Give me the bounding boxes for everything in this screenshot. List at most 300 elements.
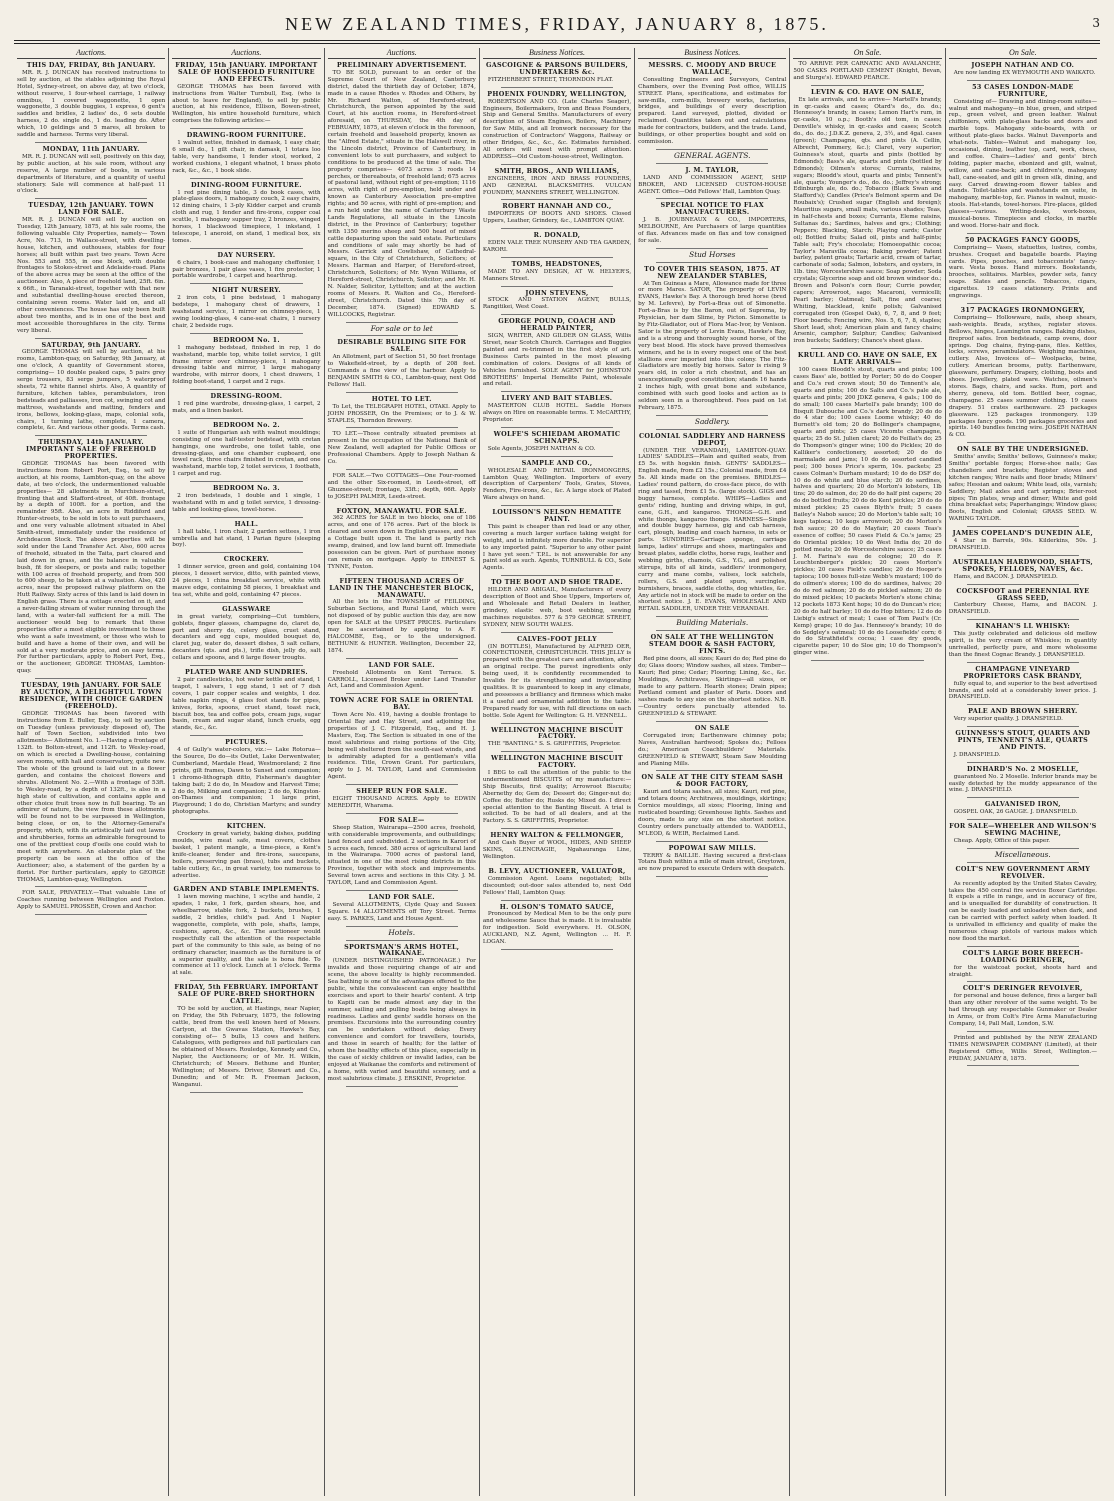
ad-divider xyxy=(190,735,302,736)
column-4 xyxy=(479,48,634,1496)
ad-heading: PLATED WARE AND SUNDRIES. xyxy=(184,668,308,677)
advertisement xyxy=(328,431,476,466)
column-heading: Business Notices. xyxy=(638,48,786,59)
masthead-title: NEW ZEALAND TIMES, FRIDAY, JANUARY 8, 1875. xyxy=(285,14,829,34)
ad-divider xyxy=(967,762,1079,763)
ad-body: To Let, the TELEGRAPH HOTEL, OTAKI. Apply to JOHN PROSSER, On the Premises; or to J. & W. STAPLES, Thorndon Brewery. xyxy=(327,403,476,424)
advertisement xyxy=(328,697,476,781)
ad-divider xyxy=(190,882,302,883)
ad-heading: 317 PACKAGES IRONMONGERY, xyxy=(960,306,1086,314)
ad-divider xyxy=(967,555,1079,556)
ad-heading: 50 PACKAGES FANCY GOODS, xyxy=(964,235,1081,244)
ad-divider xyxy=(656,770,768,771)
ad-heading: GLASSWARE xyxy=(222,604,271,613)
ad-heading: COLT'S LARGE BORE BREECH-LOADING DERINGER, xyxy=(962,948,1084,964)
ad-divider xyxy=(967,862,1079,863)
ad-body: GEORGE THOMAS has been favored with instructions from Walter Turnbull, Esq. (who is about to leave for England), to sell by public auction, at his residence, Ellison, Bowen-street, Wellington, his entire household furniture, which comprises the following articles:— xyxy=(172,83,321,125)
ad-divider xyxy=(967,662,1079,663)
ad-body: Hams, and BACON. J. DRANSFIELD. xyxy=(953,573,1058,580)
ad-body: Crockery in great variety, baking dishes, pudding moulds, wire meat safe, meat covers, clothes basket, 1 patent mangle, a time-piece, a Kent's knife-cleaner, fender and fire-irons, saucepans, boilers, preserving pan (brass), tubs and buckets, table cutlery, &c., in great variety, too numerous to advertise. xyxy=(172,831,321,879)
advertisement xyxy=(949,307,1097,439)
ad-divider xyxy=(501,391,613,392)
ad-body: EIGHT THOUSAND ACRES. Apply to EDWIN MEREDITH, Wharama. xyxy=(327,796,476,809)
ad-body: 4 Star in Barrels, 90s. Kilderkins, 50s. J. DRANSFIELD. xyxy=(948,538,1097,551)
advertisement xyxy=(638,266,786,412)
advertisement xyxy=(172,287,320,329)
ad-divider xyxy=(190,128,302,129)
advertisement xyxy=(949,559,1097,581)
advertisement xyxy=(949,530,1097,552)
ad-body: FOR SALE, PRIVATELY.—That valuable Line of Coaches running between Wellington and Foxton. Apply to SAMUEL PROSSER, Crown and Anchor. xyxy=(17,890,166,911)
ad-body: This paint is cheaper than red lead or any other, covering a much larger surface taking weight for weight, and is infinitely more durable. For superior to any imported paint. "Superior to any other paint I have yet seen." T.P.L. is not answerable for any paint sold as such. Agents, TURNBULL & CO., Sole Agents. xyxy=(482,523,632,572)
ad-body: ENGINEERS, IRON AND BRASS FOUNDERS, AND GENERAL BLACKSMITHS. VULCAN FOUNDRY, MANNERS STREET, WELLINGTON. xyxy=(482,175,632,196)
ad-body: for personal and house defence, fires a larger ball than any other revolver of the same weight. To be had through any respectable Gunmaker or Dealer in Arms, or from Colt's Fire Arms Manufacturing Company, 14, Pall Mall, London, S.W. xyxy=(948,993,1097,1027)
ad-divider xyxy=(190,552,302,553)
advertisement xyxy=(483,203,631,225)
ad-heading: POPOWAI SAW MILLS. xyxy=(668,843,756,852)
ad-body: Kauri and totara sashes, all sizes; Kauri, red pine, and totara doors; Architraves, mouldings, skirtings; Cornice mouldings, all sizes; Flooring, lining and rusticated boarding; Greenhouse lights. Sashes and doors, made to any size on the shortest notice. Country orders punctually attended to. WADDELL, M'LEOD, & WEIR, Reclaimed Land. xyxy=(638,789,787,837)
ad-body: GEORGE THOMAS will sell by auction, at his rooms, Lambton-quay, on Saturday, 9th January, at one o'clock, A quantity of Government stores, comprising— 10 double peaked caps, 5 pairs grey serge trousers, 83 serge jumpers, 5 waterproof sheets, 72 white flannel shirts. Also, A quantity of furniture, kitchen tables, perambulators, iron bedsteads and palliasses, iron cot, swinging cot and mattress, washstands and matting, fenders and irons, bellows, looking-glass, maps, colonial sofa, chairs, 1 turning lathe, complete, 1 camera, complete, &c. And various other goods. Terms cash. xyxy=(17,349,166,432)
ad-divider xyxy=(346,335,458,336)
advertisement xyxy=(17,439,165,675)
advertisement xyxy=(483,318,631,388)
ad-heading: COLT'S DERINGER REVOLVER, xyxy=(962,984,1083,993)
ad-body: (UNDER THE VERANDAH), LAMBTON-QUAY. LADIES' SADDLES—Plain and quilted seats, from £5 5s. with hogskin finish. GENTS' SADDLES—English made, from £2 15s.; Colonial made, from £4 5s. All kinds made on the premises. BRIDLES—Ladies' round pattern, do cross-face piece, do with ring and tassel, from £1 5s. (large stock). GIGS and buggy harness, complete. WHIPS—Ladies and gents' riding, hunting and driving whips, in gut, cane, G.H., and kangaroo. THONGS—G.H. and white thongs, kangaroo thongs. HARNESS—Single and double buggy harness, gig and cab harness, cart, plough, leading and coach harness, in sets or parts. SUNDRIES—Carriage sponge, carriage lamps, ladies' stirrups and shoes, martingales and breast plates, saddle cloths, horse rugs, leather and webbing girths, chamois, G.S., Y.G., and polished stirrups, bits of all kinds, saddlers' ironmongery, curry and mane combs, valises, lock satchels, rollers, G.S. and plated spurs, surcingles, burnishers, braces, saddle cloths, dog whistles, &c. Any article not in stock will be made to order on the shortest notice. J. E. EVANS, WHOLESALE AND RETAIL SADDLER, UNDER THE VERANDAH. xyxy=(638,447,787,613)
ad-body: Ex late arrivals, and to arrive— Martell's brandy, in qr.-casks and cases; Otard's do., do. do.; Hennessy's brandy, in cases; Lemon Hart's rum, in qr.-casks, 10 o.p.; Booth's old tom, in cases; Denville's whisky, in qr.-casks and cases; Scotch do., do. do.; J.D.K.Z. geneva, 2, 3½, and 4gal. cases (green); Champagne, qts. and pints (A. Cellin, Albrecht, Pommery, &c.); Claret, very superior; Guinness's stout, quarts and pints (bottled by Edmonds); Bass's ale, quarts and pints (bottled by Edmonds); Oilmen's stores; Currants, raisins, sugars; Bloodd's stout, quarts and pints; Tennent's ale, quarts; Younger's do., do. do.; Jeffrey's strong; Edinburgh ale, do. do.; Tobacco (Black Swan and Stafford's); Candles (Price's Belmont sperm and De Roubaix's); Crushed sugar (English and foreign); Mauritius sugars, small mats, various shades; Teas, in half-chests and boxes; Currants, Eleme raisins, Sultanas do.; Sardines, halves and qrs.; Clothing; Peppers; Blacking, Starch; Playing cards; Castor oil; Bottled fruits; Salad oil, pints and half-pints; Table salt; Fry's chocolate; Homoeopathic cocoa; Taylor's Maravilla cocoa; Baking powder; Patent barley, patent groats; Tartaric acid, cream of tartar, carbonate of soda; Salmon, lobsters, and oysters, in 1lb. tins; Worcestershire sauce; Soap powder; Soda crystals; Glycerine soap and old brown windsor do.; Brown and Polson's corn flour; Currie powder, capers; Arrowroot, sago; Macaroni, vermicelli; Pearl barley; Oatmeal; Salt, fine and coarse; Whiting, blacklead, knife polish; Galvanised corrugated iron (Gospel Oak), 6, 7, 8, and 9 feet; Floor boards; Fencing wire, Nos. 5, 6, 7, 8, staples; Short lead, shot; American plain and fancy chairs; Arsenic, camphor; Sulphur; Candles; Galvanised iron buckets; Saddlery; Chance's sheet glass. xyxy=(793,96,942,345)
ad-heading: JAMES COPELAND'S DUNEDIN ALE, xyxy=(952,529,1094,538)
ad-body: Corrugated iron; Earthenware chimney pots; Naves, Australian hardwood; Spokes do.; Felloes do.; American Coachbuilders' Materials. GREENFIELD & STEWART, Steam Saw Moulding and Planing Mills. xyxy=(638,732,787,767)
advertisement xyxy=(949,84,1097,230)
ad-body: GOSPEL OAK, 26 GAUGE. J. DRANSFIELD. xyxy=(953,809,1078,816)
advertisement xyxy=(328,508,476,571)
ad-divider xyxy=(967,1031,1079,1032)
column-heading: On Sale. xyxy=(793,48,941,59)
ad-body: 1 walnut settee, finished in damask, 1 easy chair, 6 small do., 1 gilt chair, in damask, 1 totara loo table, very handsome, 1 fender stool, worked, 2 worked cushions, 1 elegant whatnot, 1 brass photo rack, &c., &c., 1 book slide. xyxy=(172,140,321,174)
ad-body: 362 ACRES for SALE in two blocks, one of 186 acres, and one of 176 acres. Part of the block is cleared and sown down in English grasses, and has a Cottage built upon it. The land is partly rich swamp, drained, and low land burnt off. Immediate possession can be given. Part of purchase money can remain on mortgage. Apply to ERNEST S. TYNNE, Foxton. xyxy=(327,515,476,570)
ad-divider xyxy=(967,584,1079,585)
ad-heading: TOMBS, HEADSTONES, xyxy=(511,259,603,268)
advertisement xyxy=(483,904,631,946)
ad-heading: PRELIMINARY ADVERTISEMENT. xyxy=(336,61,467,69)
ad-divider xyxy=(501,314,613,315)
ad-heading: TOWN ACRE FOR SALE in ORIENTAL BAY. xyxy=(329,696,474,712)
ad-heading: TO COVER THIS SEASON, 1875. AT NEW ZEALANDER STABLES, xyxy=(644,264,781,280)
ad-divider xyxy=(656,616,768,617)
ad-divider xyxy=(190,481,302,482)
ad-body: 1 suite of Hungarian ash with walnut mouldings; consisting of one half-tester bedstead, with cretan hangings, one wardrobe, one toilet table, one dressing-glass, and one chamber cupboard, one towel rack, three chairs finished in cretan, and one washstand, marble top, 2 toilet services, 1 footbath, 1 carpet and rug. xyxy=(172,429,321,478)
advertisement xyxy=(483,460,631,502)
ad-heading: JOSEPH NATHAN AND CO. xyxy=(971,61,1075,69)
ad-body: LAND AND COMMISSION AGENT, SHIP BROKER, AND LICENSED CUSTOM-HOUSE AGENT. Office—Odd Fellows' Hall, Lambton Quay. xyxy=(638,174,787,195)
advertisement xyxy=(17,146,165,195)
section-heading: Saddlery. xyxy=(694,416,730,426)
ad-divider xyxy=(967,797,1079,798)
ad-body: Consulting Engineers and Surveyors, Central Chambers, over the Evening Post office, WILLIS STREET. Plans, specifications, and estimates for saw-mills, corn-mills, brewery works, factories, bridges, and buildings of every description prepared. Land surveyed, plotted, divided or reclaimed. Quantities taken out and calculations made for contractors, builders, and the trade. Land, buildings, or other properties bought and sold on commission. xyxy=(638,76,787,145)
ad-body: 2 iron cots, 1 pine bedstead, 1 mahogany bedsteps, 1 mahogany chest of drawers, 1 washstand service, 1 mirror on chimney-piece, 1 swing looking-glass, 4 cane-seat chairs, 1 nursery chair, 2 bedside rugs. xyxy=(172,295,321,329)
columns-container xyxy=(14,48,1100,1496)
ad-heading: WELLINGTON MACHINE BISCUIT FACTORY. xyxy=(490,725,623,741)
advertisement xyxy=(483,636,631,720)
ad-divider xyxy=(346,784,458,785)
advertisement xyxy=(793,352,941,657)
advertisement xyxy=(328,662,476,691)
advertisement xyxy=(17,62,165,139)
ad-body: for the waistcoat pocket, shoots hard and straight. xyxy=(948,964,1097,978)
advertisement xyxy=(793,61,941,82)
ad-body: And Cash Buyer of WOOL, HIDES, AND SHEEP SKINS, GLENCRAGIE, Ngahauranga Line, Wellington. xyxy=(482,840,632,860)
ad-divider xyxy=(35,886,147,887)
ad-divider xyxy=(501,199,613,200)
ad-body: TO ARRIVE PER CARNATIC AND AVALANCHE, 500 CASKS PORTLAND CEMENT (Knight, Bevan, and Sturge's). EDWARD PEARCE. xyxy=(793,61,942,81)
ad-divider xyxy=(501,751,613,752)
advertisement xyxy=(638,249,786,259)
ad-heading: FOR SALE—WHEELER AND WILSON'S SEWING MACHINE, xyxy=(949,822,1097,838)
column-7 xyxy=(945,48,1100,1496)
ad-divider xyxy=(656,149,768,150)
column-5 xyxy=(634,48,789,1496)
ad-body: MR. R. J. DUNCAN will sell by auction on Tuesday, 12th January, 1875, at his sale rooms, the following valuable City Properties, namely— Town Acre, No. 713, in Wallace-street, with dwelling-house, kitchen, and outhouses, stables for four horses; all built within past two years. Town Acre Nos. 553 and 555, in one block, with double frontages to Stokes-street and Adelaide-road. Plans of the above acres may be seen at the office of the auctioneer. Also, A piece of freehold land, 25ft. 6in. x 66ft., in Taranaki-street, together with that new and substantial dwelling-house erected thereon, containing seven rooms. Water laid on, and all other conveniences. The house has only been built about two months, and is in one of the best and most accessible thoroughfares in the city. Terms very liberal. xyxy=(17,217,166,334)
ad-divider xyxy=(35,338,147,339)
column-heading: On Sale. xyxy=(949,48,1097,59)
ad-divider xyxy=(967,848,1079,849)
advertisement xyxy=(949,666,1097,702)
ad-heading: ON SALE BY THE UNDERSIGNED. xyxy=(957,445,1089,454)
ad-divider xyxy=(190,665,302,666)
advertisement xyxy=(172,823,320,879)
ad-divider xyxy=(346,469,458,470)
ad-heading: CROCKERY. xyxy=(223,555,270,564)
ad-body: guaranteed No. 2 Moselle. Inferior brands may be easily detected by the muddy appearance of the wine. J. DRANSFIELD. xyxy=(948,773,1097,794)
ad-heading: THIS DAY, FRIDAY, 8th JANUARY. xyxy=(26,61,156,69)
advertisement xyxy=(172,606,320,662)
ad-heading: R. DONALD, xyxy=(533,231,581,240)
advertisement xyxy=(172,132,320,174)
ad-divider xyxy=(656,198,768,199)
ad-heading: WELLINGTON MACHINE BISCUIT FACTORY. xyxy=(490,754,623,770)
ad-heading: LIVERY AND BAIT STABLES. xyxy=(501,394,613,403)
advertisement xyxy=(172,422,320,478)
ad-divider xyxy=(35,435,147,436)
ad-divider xyxy=(656,841,768,842)
advertisement xyxy=(949,849,1097,859)
ad-heading: HALL. xyxy=(234,519,259,528)
ad-divider xyxy=(346,1086,458,1087)
advertisement xyxy=(172,393,320,415)
advertisement xyxy=(483,290,631,312)
ad-heading: KRULL AND CO. HAVE ON SALE, EX LATE ARRIVALS— xyxy=(797,351,938,367)
advertisement xyxy=(483,91,631,161)
ad-divider xyxy=(501,456,613,457)
advertisement xyxy=(483,868,631,897)
ad-divider xyxy=(501,949,613,950)
advertisement xyxy=(949,1035,1097,1063)
ad-divider xyxy=(346,890,458,891)
ad-heading: PALE AND BROWN SHERRY. xyxy=(968,707,1078,716)
advertisement xyxy=(172,182,320,245)
advertisement xyxy=(328,578,476,655)
ad-body: (UNDER DISTINGUISHED PATRONAGE.) For invalids and those requiring change of air and scene, the above locality is highly recommended. Sea bathing is one of the advantages offered to the public, while the convalescent can enjoy healthful exercises and sport to their hearts' content. A trip to Kapiti can be made almost any day in the summer, sailing and pulling boats being always in readiness. Ladies and gents' saddle horses on the premises. Excursions into the surrounding country can be undertaken without delay. Every convenience and comfort for travellers, tourists, and those in search of health; for the latter of whom the healthy effects of this place, especially in the case of sickly children or invalid ladies, can be enjoyed at Waikanae the comforts and retirement of a home, with varied and beautiful scenery, and a most salubrious climate. J. ERSKINE, Proprietor. xyxy=(327,958,476,1082)
ad-divider xyxy=(35,198,147,199)
ad-divider xyxy=(346,504,458,505)
ad-body: 1 red pine dining table, 3 do book cases, with plate-glass doors, 1 mahogany couch, 2 easy chairs, 12 dining chairs, 1 3-ply Kidder carpet and crumb cloth and rug, 1 fender and fire-irons, copper coal scuttle, 1 mahogany supper tray, 2 bronzes, winged horses, 1 blackwood timepiece, 1 inkstand, 1 telescope, 1 aneroid, on stand, 1 medical box, six tomes. xyxy=(172,189,321,244)
advertisement xyxy=(949,708,1097,723)
ad-divider xyxy=(967,981,1079,982)
ad-divider xyxy=(501,864,613,865)
advertisement xyxy=(638,416,786,426)
advertisement xyxy=(172,556,320,598)
ad-heading: BEDROOM No. 1. xyxy=(212,335,280,344)
section-heading: Building Materials. xyxy=(676,618,749,628)
advertisement xyxy=(328,944,476,1083)
ad-body: Commission Agent. Loans negotiated; bills discounted; out-door sales attended to, next Odd Fellows' Hall, Lambton Quay. xyxy=(482,875,632,896)
column-3 xyxy=(324,48,479,1496)
ad-divider xyxy=(346,392,458,393)
column-heading: Auctions. xyxy=(172,48,320,59)
advertisement xyxy=(17,890,165,911)
column-6 xyxy=(789,48,944,1496)
ad-heading: SHEEP RUN FOR SALE. xyxy=(356,787,448,796)
ad-body: Freehold Allotments on Kent Terrace. S. CARROLL, Licensed Broker under Land Transfer Act, Land and Commission Agent. xyxy=(327,669,476,690)
ad-divider xyxy=(190,980,302,981)
ad-divider xyxy=(190,418,302,419)
ad-divider xyxy=(190,178,302,179)
ad-body: Very superior quality. J. DRANSFIELD. xyxy=(953,716,1063,723)
ad-body: Comprising— Vases, statuettes, lustres, combs, brushes. Croquet and bagatelle boards. Playing cards. Pipes, pouches, and tobacconists' fancy-ware. Vesta boxes. Hand mirrors. Bookstands, brooches, solitaires. Marbles, powder sets, fancy soaps. Slates and pencils. Tobaccos, cigars, cigarettes. 19 cases stationery. Prints and engravings. xyxy=(948,244,1097,300)
ad-body: Consisting of— Drawing and dining-room suites—walnut and mahogany—in blue, green, and striped rep., green velvet, and green leather. Walnut chiffoniers, with plate-glass backs and doors and marble tops. Mahogany side-boards, with or without plate-glass backs. Walnut Davenports and what-nots. Tables—Walnut and mahogany loo, occasional, dining, leather top, card, work, chess, and coffee. Chairs—Ladies' and gents' birch folding, papier mache, ebonized and gilt, walnut, willow, and cane-back; and children's, mahogany hall, cane-seated, and gilt in green silk, dining, and easy. Carved drawing-room flower tables and stands. Toilet-tables and washstands en suite, in mahogany, marble-top, &c. Pianos in walnut, music-stools. Hat-stands, towel-horses. Fire-places, gilded glasses—various. Writing-desks, work-boxes, musical-boxes. Timepieces and clocks, in marble and wood. Horse-hair and flock. xyxy=(948,98,1097,229)
ad-divider xyxy=(346,940,458,941)
ad-heading: SMITH, BROS., AND WILLIAMS, xyxy=(494,166,620,175)
ad-heading: SATURDAY, 9th JANUARY. xyxy=(41,340,141,349)
ad-body: GEORGE THOMAS has been favored with instructions from Robert Port, Esq., to sell by auction, at his rooms, Lambton-quay, on the above date, at two o'clock, the undermentioned valuable properties— 28 allotments in Murchison-street, fronting that and Stafford-street, of 40ft. frontage by a depth of 100ft. for a portion, and the remainder 95ft. Also, an acre in Riddiford and Hunter-streets, to be sold in lots to suit purchasers, and one very valuable allotment situated in Abel Smith-street, immediately under the residence of Archdeacon Stock. The above properties will be sold under the Land Transfer Act. Also, 600 acres of freehold, situated in the Taita, part cleared and laid down in grass, and the balance in valuable bush, fit for sleepers, or posts and rails; together with 100 acres of freehold property, and from 500 to 600 sheep, to be taken at a valuation. Also, 420 acres, near the proposed railway platform on the Hutt Railway. Sixty acres of this land is laid down in English grass. There is a cottage erected on it, and a never-failing stream of water running through the land, with a water-fall sufficient for a mill. The auctioneer would beg to remark that these properties offer a most eligible investment to those who want a safe investment, or those who wish to build and have a home of their own, and will be sold at a very moderate price, and on easy terms. For further particulars, apply to Robert Port, Esq., or the auctioneer, GEORGE THOMAS, Lambton-quay. xyxy=(17,461,166,675)
page-number: 3 xyxy=(1092,16,1100,30)
advertisement xyxy=(638,202,786,244)
column-2 xyxy=(168,48,323,1496)
ad-heading: DAY NURSERY. xyxy=(217,250,276,259)
advertisement xyxy=(172,521,320,550)
column-heading: Business Notices. xyxy=(483,48,631,59)
ad-body: TO BE SOLD, pursuant to an order of the Supreme Court of New Zealand, Canterbury district, dated the thirtieth day of October, 1874, made in a cause Rhodes v. Rhodes and Others, by Mr. Richard Walton, of Hereford-street, Christchurch, the person appointed by the said Court, at his auction rooms, in Hereford-street aforesaid, on THURSDAY, the 4th day of FEBRUARY, 1875, at eleven o'clock in the forenoon, certain freehold and leasehold property, known as the "Alfred Estate," situate in the Halswell river, in the Lincoln district, Province of Canterbury, in convenient lots to suit purchasers, and subject to conditions to be produced at the time of sale. The property comprises— 4073 acres 3 roods 14 perches, or thereabouts, of freehold land; 675 acres of pastoral land, without right of pre-emption; 1116 acres, with right of pre-emption, held under and known as Canterbury Association pre-emptive rights; and 50 acres, with right of pre-emption; and a run held under the name of Canterbury Waste Lands Regulations, all situate in the Lincoln district, in the Province of Canterbury; together with 1350 merino sheep and 500 head of mixed cattle depasturing upon the said estate. Particulars and conditions of sale may shortly be had of Messrs. Garrick and Cowlishaw, of Cathedral-square, in the City of Christchurch, Solicitors; of Messrs. Harman and Harper, of Hereford-street, Christchurch, Solicitors; of Mr. Wynn Williams, of Hereford-street, Christchurch, Solicitor; and Mr. H. N. Nalder, Solicitor, Lyttelton; and at the auction rooms of Messrs. R. Walton and Co., Hereford-street, Christchurch. Dated this 7th day of December, 1874. (Signed) EDWARD S. WILLCOCKS, Registrar. xyxy=(327,69,476,318)
ad-divider xyxy=(190,333,302,334)
ad-body: 1 dinner service, green and gold, containing 104 pieces, 1 dessert service, ditto, with painted views, 24 pieces, 1 china breakfast service, white with mauve edge, containing 58 pieces, 1 breakfast and tea set, white and gold, containing 47 pieces. xyxy=(172,564,321,598)
ad-body: TERRY & BAILLIE. Having secured a first-class Totara Bush within a mile of main street, Greytown, are now prepared to execute Orders with despatch. xyxy=(638,852,787,873)
ad-heading: MESSRS. C. MOODY AND BRUCE WALLACE, xyxy=(648,61,777,76)
ad-heading: CALVES-FOOT JELLY xyxy=(517,634,597,643)
ad-heading: H. OLSON'S TOMATO SAUCE, xyxy=(499,902,615,911)
ad-body: MADE TO ANY DESIGN, AT W. HELYER'S, Manners Street. xyxy=(482,268,632,282)
section-heading: Miscellaneous. xyxy=(994,849,1051,859)
ad-heading: SPORTSMAN'S ARMS HOTEL, WAIKANAE. xyxy=(344,942,460,958)
advertisement xyxy=(949,62,1097,77)
ad-divider xyxy=(190,517,302,518)
ad-body: GEORGE THOMAS has been favored with instructions from E. Buller, Esq., to sell by auction on Tuesday (unless previously disposed of), The half of Town Section, subdivided into two allotments— Allotment No. 1.—Having a frontage of 132ft. to Bolton-street, and 112ft. to Wesley-road, on which is erected a Dwelling-house, containing seven rooms, with hall and conservatory, quite new. The whole of the ground is laid out in a flower garden, and contains the choicest flowers and shrubs. Allotment No. 2.—With a frontage of 53ft. to Wesley-road, by a depth of 132ft., is also in a high state of cultivation, and contains apple and other choice fruit trees now in full bearing. To an admirer of nature, the view from these allotments will be found not to be surpassed in Wellington, being close, or on, to the Attorney-General's property, which, with its artistically laid out lawns and shrubberies, forms an admirable foreground to one of the prettiest coup d'oeils one could wish to meet with anywhere. An elaborate plan of the property can be seen at the office of the Auctioneer; also, a statement of the garden by a florist. For further particulars, apply to GEORGE THOMAS, Lambton-quay, Wellington. xyxy=(17,710,166,883)
advertisement xyxy=(483,395,631,424)
masthead-rule xyxy=(14,40,1100,41)
ad-divider xyxy=(346,658,458,659)
ad-body: TO be sold by auction, at Hastings, near Napier, on Friday, the 5th February, 1875, the following cattle, bred from the well known herd of Messrs. Carlyon, at the Gwavas Station, Hawke's Bay, consisting of— 5 bulls, 13 cows and heifers. Catalogues, with pedigrees and full particulars can be obtained of Messrs. Rouledge, Kennedy and Co., Napier, the Auctioneers; or of Mr. H. Wilkin, Christchurch; of Messrs. Bethune and Hunter, Wellington; of Messrs. Driver, Stewart and Co., Dunedin; and of Mr. R. Freeman Jackson, Wanganui. xyxy=(172,1005,321,1088)
ad-body: Comprising— Hollowware, nails, sheep shears, sash-weights. Brads, scythes, register stoves. Bellows, hinges, Leamington ranges. Baking dishes, fireproof safes. Iron bedsteads, camp ovens, door springs. Dog chains, frying-pans, files. Kettles, locks, screws, perambulators. Weighing machines, cutlery. Also, Invoices of— Woolpacks, twine, cutlery. American brooms, putty. Earthenware, glassware, perfumery. Drapery, clothing, boots and shoes. Jewellery, plated ware. Watches, oilmen's stores. Bags, chairs, and sacks. Rum, port and sherry, geneva, old tom. Bottled beer, cognac, champagne. 25 cases summer clothing. 19 cases drapery. 51 crates earthenware. 25 packages glassware. 125 packages ironmongery. 139 packages fancy goods. 190 packages groceries and spirits. 140 bundles fencing wire. JOSEPH NATHAN & CO. xyxy=(948,314,1097,439)
ad-heading: KITCHEN. xyxy=(226,822,267,831)
advertisement xyxy=(949,446,1097,523)
ad-heading: COLT'S NEW GOVERNMENT ARMY REVOLVER. xyxy=(955,864,1091,880)
ad-divider xyxy=(811,348,923,349)
advertisement xyxy=(638,62,786,146)
ad-divider xyxy=(35,142,147,143)
advertisement xyxy=(949,823,1097,845)
ad-heading: CHAMPAGNE VINEYARD PROPRIETORS CASK BRANDY, xyxy=(963,664,1083,680)
ad-divider xyxy=(501,575,613,576)
advertisement xyxy=(328,339,476,388)
ad-heading: FRIDAY, 5th FEBRUARY. IMPORTANT SALE OF PURE-BRED SHORTHORN CATTLE. xyxy=(174,983,319,1006)
masthead xyxy=(14,4,1100,44)
advertisement xyxy=(328,817,476,887)
advertisement xyxy=(328,788,476,810)
ad-heading: KINAHAN'S LL WHISKY: xyxy=(975,622,1071,631)
ad-body: WHOLESALE AND RETAIL IRONMONGERS, Lambton Quay, Wellington. Importers of every description of Carpenters' Tools, Grates, Stoves, Fenders, Fire-irons, &c., &c. A large stock of Plated Ware always on hand. xyxy=(482,467,632,502)
advertisement xyxy=(328,927,476,937)
advertisement xyxy=(638,634,786,718)
advertisement xyxy=(172,669,320,732)
ad-divider xyxy=(967,619,1079,620)
ad-heading: THURSDAY, 14th JANUARY. IMPORTANT SALE OF FREEHOLD PROPERTIES. xyxy=(25,438,157,461)
ad-divider xyxy=(967,946,1079,947)
ad-divider xyxy=(501,87,613,88)
advertisement xyxy=(172,337,320,386)
advertisement xyxy=(328,396,476,425)
ad-divider xyxy=(190,602,302,603)
ad-divider xyxy=(35,914,147,915)
ad-heading: FOXTON, MANAWATU. FOR SALE. xyxy=(336,506,467,515)
ad-body: STOCK AND STATION AGENT, BULLS, Rangitikei, West Coast. xyxy=(482,297,632,311)
advertisement xyxy=(949,950,1097,979)
ad-heading: COCKSFOOT and PERENNIAL RYE GRASS SEED, xyxy=(956,586,1090,602)
ad-heading: DINHARD'S No. 2 MOSELLE, xyxy=(967,764,1079,773)
ad-body: Smiths' anvils; Smiths' bellows, Guinness's make; Smiths' portable forges; Horse-shoe nails; Gas chandeliers and brackets; Register stoves and kitchen ranges; Wire nails and floor brads; Milners' safes; Hessian and oakum; White lead, oils, varnish; Saddlery; Mail axles and cart springs; Brier-root pipes; Tin plates, wrap and dimer; White and gold china breakfast sets; Paperhangings; Window glass; Boots, English and Colonial; GRASS SEED. W. WARING TAYLOR. xyxy=(948,454,1097,523)
advertisement xyxy=(949,623,1097,659)
ad-divider xyxy=(35,678,147,679)
ad-heading: J. M. TAYLOR, xyxy=(685,165,740,174)
ad-divider xyxy=(501,257,613,258)
ad-heading: BEDROOM No. 3. xyxy=(212,484,280,493)
ad-divider xyxy=(811,660,923,661)
ad-heading: PICTURES. xyxy=(225,738,268,747)
ad-body: in great variety, comprising—Cut tumblers, goblets, finger glasses, champagne do, claret do, port and sherry do, celery glass, cruet stand, decanters and egg cups, moulded bouquet do, claret jug, water do, dessert dishes, 5 salt cellars, decanters (qts. and pts.), trifle dish, jelly do, salt cellars and spoons, and 6 large flower troughs. xyxy=(172,613,321,662)
ad-divider xyxy=(967,526,1079,527)
ad-divider xyxy=(346,322,458,323)
ad-divider xyxy=(190,389,302,390)
section-heading: Hotels. xyxy=(388,927,416,937)
advertisement xyxy=(328,62,476,319)
ad-body: MR. R. J. DUNCAN will sell, positively on this day, by public auction, at his sale room, without any reserve, A large number of books, in various departments of literature, and a quantity of useful stationery. Sale will commence at half-past 11 o'clock. xyxy=(17,153,166,195)
ad-divider xyxy=(967,303,1079,304)
ad-heading: LEVIN & CO. HAVE ON SALE, xyxy=(811,87,925,96)
column-1 xyxy=(14,48,168,1496)
advertisement xyxy=(949,985,1097,1027)
advertisement xyxy=(638,620,786,627)
ad-body: As recently adopted by the United States Cavalry, takes the 450 central fire service Boxer Cartridge. It expels a rifle in range, and in accuracy of fire, and is unequalled for durability of construction. It can be easily loaded and unloaded when dark, and can be carried with perfect safety when loaded. It is unrivalled in efficiency and quality of make the numerous cheap pistols of various makes which now flood the market. xyxy=(948,880,1097,942)
advertisement xyxy=(793,89,941,346)
ad-heading: FOR SALE— xyxy=(378,815,425,824)
advertisement xyxy=(17,202,165,334)
ad-heading: GASCOIGNE & PARSONS BUILDERS, UNDERTAKERS &c. xyxy=(485,61,628,76)
ad-divider xyxy=(656,262,768,263)
advertisement xyxy=(949,237,1097,300)
ad-heading: NIGHT NURSERY. xyxy=(212,286,281,295)
advertisement xyxy=(638,433,786,614)
ad-heading: SAMPLE AND CO., xyxy=(521,458,593,467)
advertisement xyxy=(483,727,631,749)
ad-divider xyxy=(501,164,613,165)
column-heading: Auctions. xyxy=(17,48,165,59)
ad-heading: BEDROOM No. 2. xyxy=(212,420,280,429)
ad-body: MR. R. J. DUNCAN has received instructions to sell by auction, at the stables adjoining the Royal Hotel, Sydney-street, on above day, at two o'clock, without reserve, 1 four-wheel carriage, 1 railway omnibus, 1 covered waggonette, 1 open waggonette, 3 double buggies, 1 express, 6 gent's saddles and bridles, 2 ladies' do., 6 sets double harness, 2 do. single do., 1 do. leading do. After which, 10 geldings and 5 mares, all broken to saddle and harness. Terms very liberal. xyxy=(17,69,166,139)
advertisement xyxy=(483,232,631,254)
ad-heading: 53 CASES LONDON-MADE FURNITURE, xyxy=(972,82,1074,98)
ad-divider xyxy=(346,813,458,814)
ad-divider xyxy=(190,248,302,249)
ad-heading: AUSTRALIAN HARDWOOD, SHAFTS, SPOKES, FELLOES, NAVES, &c. xyxy=(952,557,1094,573)
ad-divider xyxy=(967,1065,1079,1066)
ad-divider xyxy=(656,248,768,249)
ad-divider xyxy=(346,926,458,927)
advertisement xyxy=(328,323,476,333)
ad-body: Canterbury Cheese, Hams, and BACON. J. DRANSFIELD. xyxy=(948,602,1097,616)
ad-heading: FIFTEEN THOUSAND ACRES OF LAND IN THE MANCHESTER BLOCK, MANAWATU. xyxy=(329,576,475,599)
ad-divider xyxy=(190,283,302,284)
ad-body: THE "BANTING." S. S. GRIFFITHS, Proprietor. xyxy=(487,741,621,748)
ad-divider xyxy=(967,819,1079,820)
ad-divider xyxy=(346,427,458,428)
ad-heading: GEORGE POUND, COACH AND HERALD PAINTER, xyxy=(498,317,616,333)
advertisement xyxy=(172,886,320,977)
advertisement xyxy=(638,725,786,767)
ad-divider xyxy=(656,876,768,877)
ad-body: FOR SALE.—Two COTTAGES—One Four-roomed and the other Six-roomed, in Leeds-street, off Ghuznee-street; frontage, 33ft.; depth, 66ft. Apply to JOSEPH PALMER, Leeds-street. xyxy=(327,472,476,500)
ad-heading: COLONIAL SADDLERY AND HARNESS DEPOT, xyxy=(639,431,786,447)
ad-divider xyxy=(656,163,768,164)
ad-heading: B. LEVY, AUCTIONEER, VALUATOR, xyxy=(488,866,626,875)
advertisement xyxy=(638,150,786,160)
ad-heading: WOLFE'S SCHIEDAM AROMATIC SCHNAPPS. xyxy=(493,429,621,445)
ad-divider xyxy=(501,427,613,428)
ad-heading: DINING-ROOM FURNITURE. xyxy=(191,180,302,189)
ad-body: Sole Agents, JOSEPH NATHAN & CO. xyxy=(487,445,596,452)
advertisement xyxy=(483,832,631,861)
ad-divider xyxy=(501,632,613,633)
ad-divider xyxy=(967,233,1079,234)
advertisement xyxy=(172,984,320,1089)
advertisement xyxy=(483,755,631,825)
ad-body: Red pine doors, all sizes; Kauri do do; Red pine do do; Glass doors; Window sashes, all sizes. Timber— Kauri; Red pine; Cedar; Flooring; Lining, &c., &c. Mouldings, Architraves, Skirtings—all sizes, or made to any pattern. Hearth stones; Drain pipes; Portland cement and plaster of Paris. Doors and sashes made to any size on the shortest notice. N.B.—Country orders punctually attended to. GREENFIELD & STEWART. xyxy=(638,655,787,718)
ad-heading: ON SALE AT THE WELLINGTON STEAM DOOR & SASH FACTORY, FINTS. xyxy=(648,633,776,655)
ad-heading: GARDEN AND STABLE IMPLEMENTS. xyxy=(173,885,320,894)
ad-body: ROBERTSON AND CO. (Late Charles Seager), Engineers, Boilermakers, Iron and Brass Founders, Ship and General Smiths. Manufacturers of every description of Steam Engines, Boilers, Machinery for Saw Mills, and all Ironwork necessary for the construction of Contractors' Waggons, Railway or other Bridges, &c., &c., &c. Estimates furnished. All orders will meet with prompt attention. ADDRESS—Old Custom-house-street, Wellington. xyxy=(482,98,632,160)
ad-body: An Allotment, part of Section 51, 50 feet frontage to Wakefield-street, by a depth of 208 feet. Commands a fine view of the harbour. Apply to BENJAMIN SMITH & CO., Lambton-quay, next Odd Fellows' Hall. xyxy=(327,354,476,388)
ad-body: EDEN VALE TREE NURSERY AND TEA GARDEN, KARORI. xyxy=(482,240,632,253)
ad-body: All the lots in the TOWNSHIP of FEILDING, Suburban Sections, and Rural Land, which were not disposed of by public auction this day, are now open for SALE at the UPSET PRICES. Particulars may be ascertained by applying to A. F. HALCOMBE, Esq., or to the undersigned. BETHUNE & HUNTER. Wellington, December 22, 1874. xyxy=(327,599,476,654)
ad-body: 1 hall table, 1 iron chair, 2 garden settees, 1 iron umbrella and hat stand, 1 Parian figure (sleeping boy). xyxy=(172,528,321,549)
ad-divider xyxy=(656,630,768,631)
ad-body: 1 lawn mowing machine, 1 scythe and handle, 2 spades, 1 rake, 1 fork, garden shears, hoe, and wheelbarrow, stable fork, 2 buckets, brushes, 1 saddle, 2 bridles, child's pad. And 1 Napier waggonette, complete, with pole, shafts, lamps, cushions, apron, &c., &c. The auctioneer would respectfully call the attention of the respectable part of the community to this sale, as being of no ordinary character, inasmuch as the furniture is of a superior quality, and the sale is bona fide. To commence at 11 o'clock. Lunch at 1 o'clock. Terms at sale. xyxy=(172,894,321,977)
advertisement xyxy=(483,431,631,453)
ad-body: 4 of Gully's water-colors, viz.:— Lake Rotorua—the Source, Do do—its Outlet, Lake Derwentwater, Cumberland, Mardale Head, Westmoreland; 2 fine prints, gilt frames, Dawn to Sunset and companion; 1 chromo-lithograph ditto, Fisherman's daughter taking bait; 2 do do, In Meadow and Harvest Time; 2 do do, Milking and companion; 2 do do, Kingston-on-Thames and companion; 1 large print, Playground; 1 do do, Christian Martyrs; and sundry photographs. xyxy=(172,747,321,816)
advertisement xyxy=(949,588,1097,617)
ad-heading: DESIRABLE BUILDING SITE FOR SALE. xyxy=(337,338,467,354)
ad-divider xyxy=(656,429,768,430)
ad-divider xyxy=(346,574,458,575)
advertisement xyxy=(483,509,631,572)
ad-body: This justly celebrated and delicious old mellow spirit, is the very cream of Whiskies; in quantity unrivalled, perfectly pure, and more wholesome than the finest Cognac Brandy. J. DRANSFIELD. xyxy=(948,631,1097,658)
ad-divider xyxy=(967,726,1079,727)
